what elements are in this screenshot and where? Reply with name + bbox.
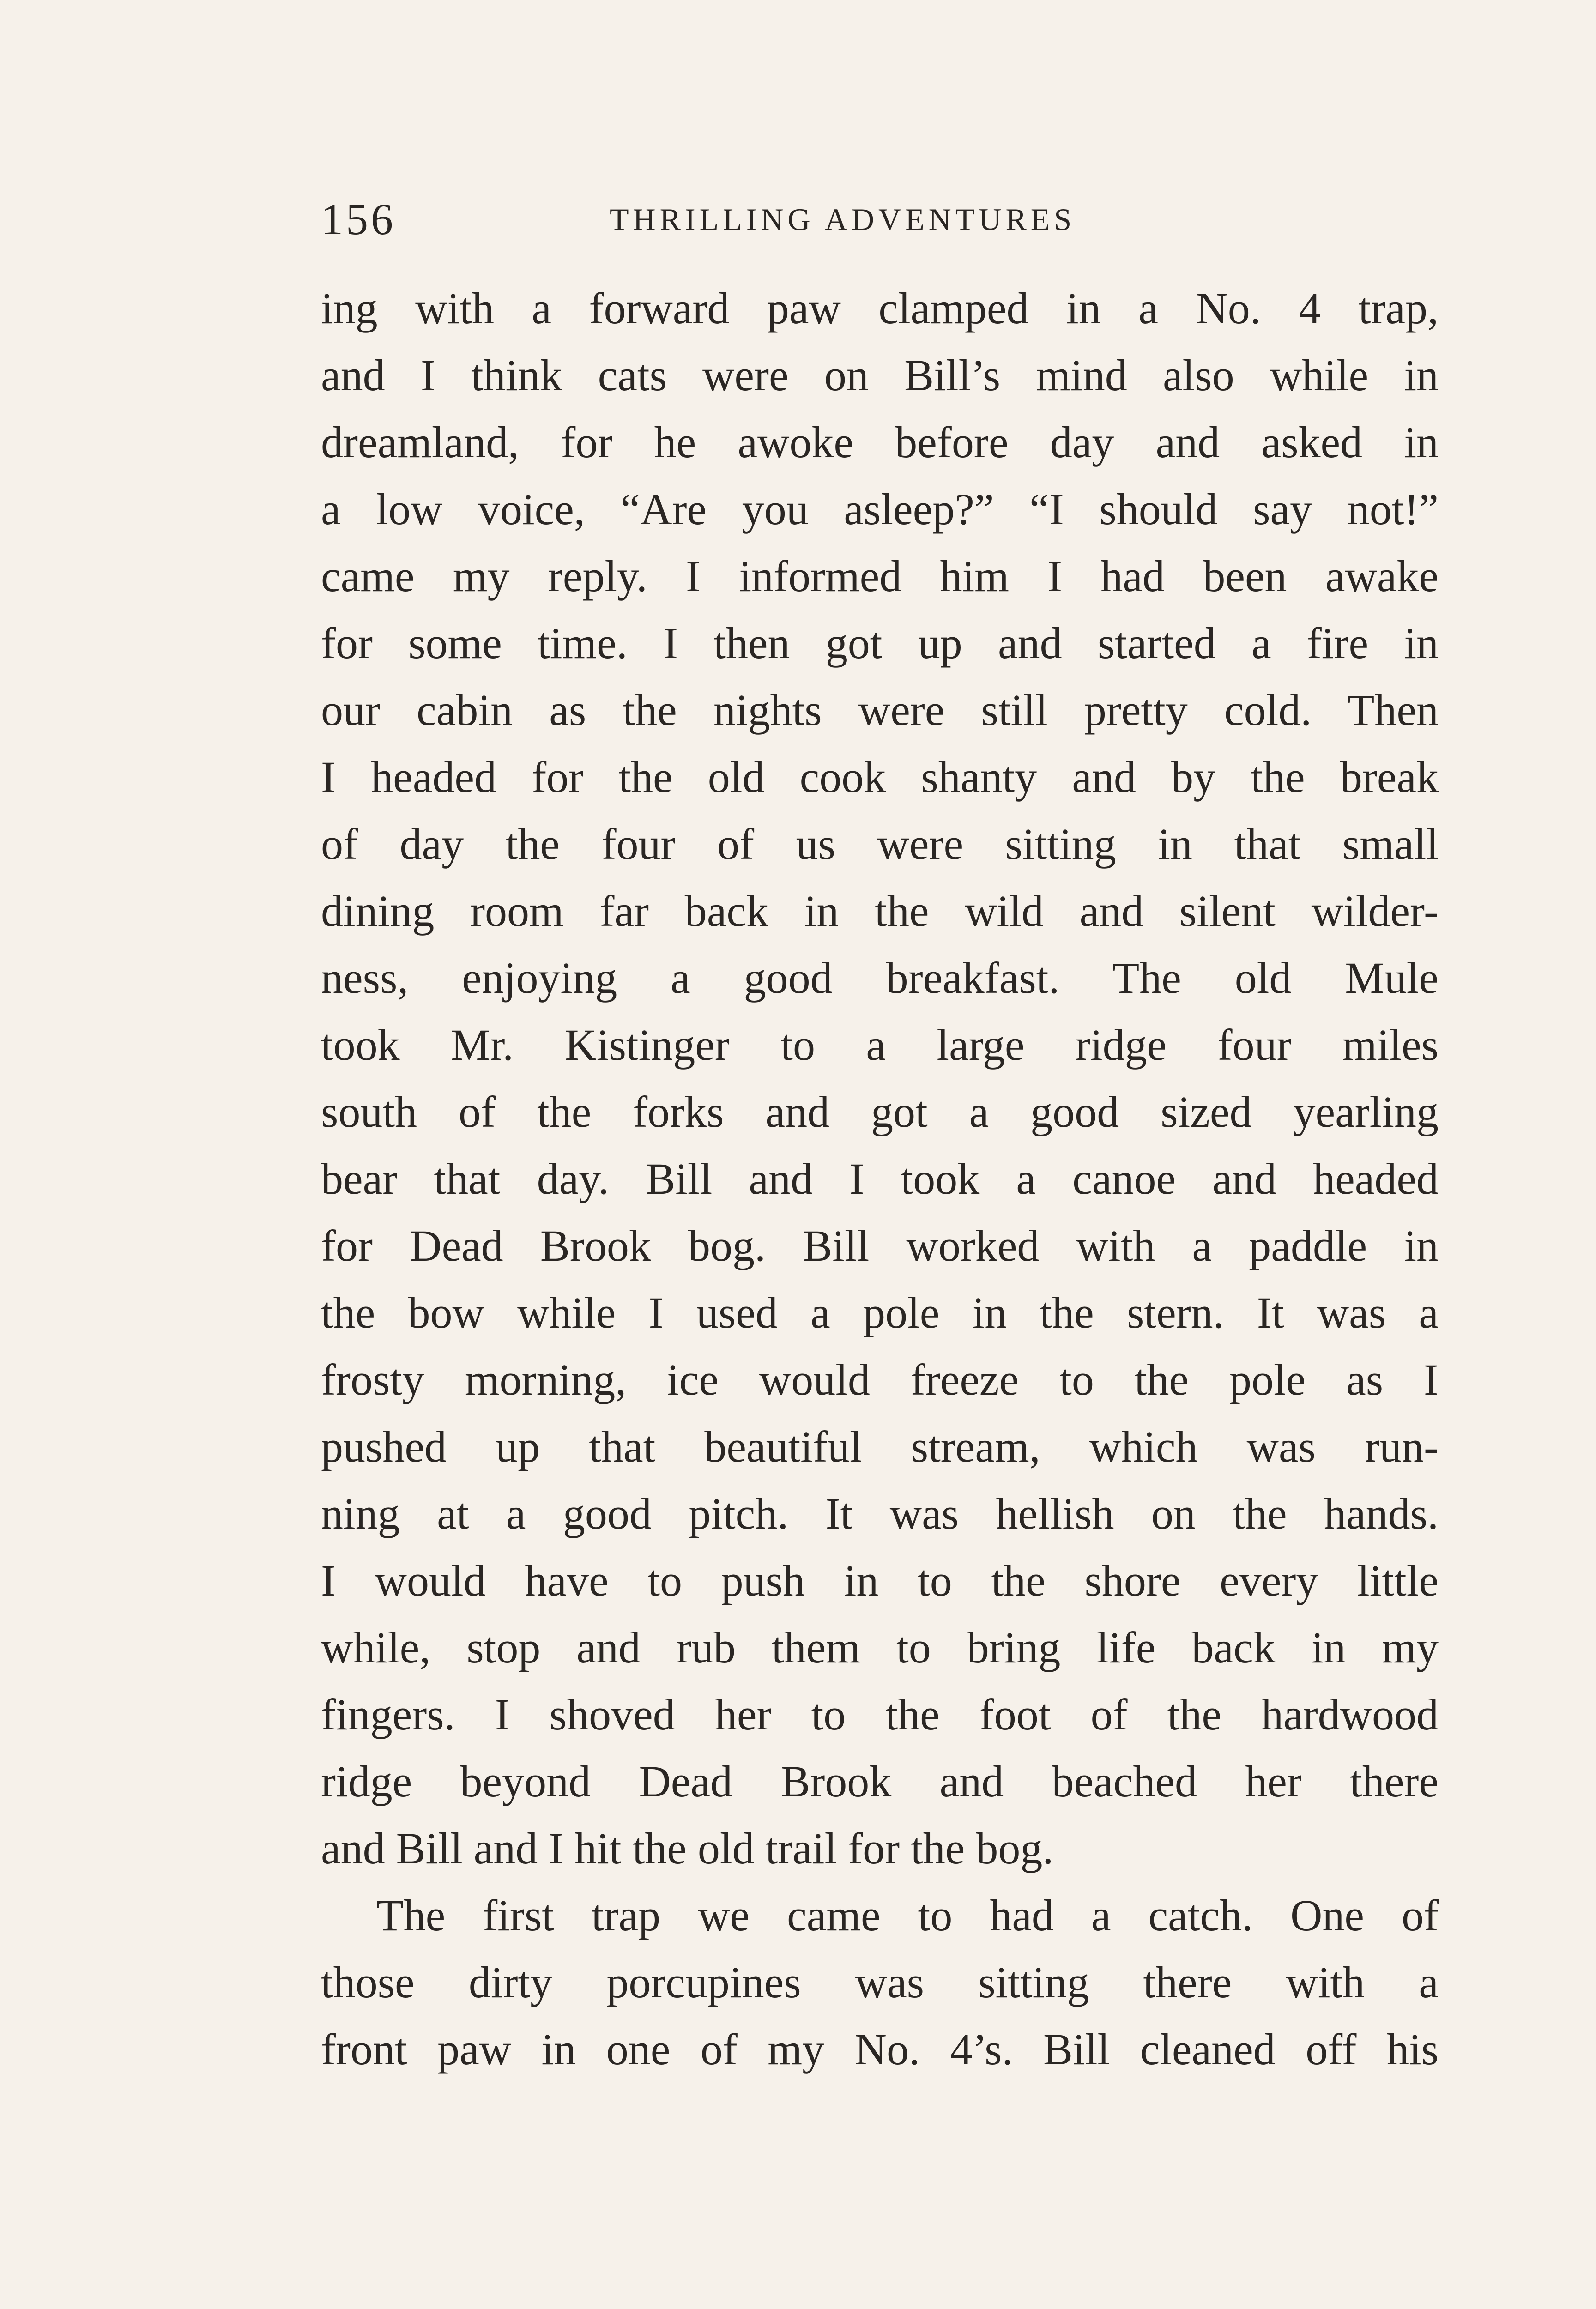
paragraph	[321, 275, 1439, 1882]
running-head: THRILLING ADVENTURES	[610, 202, 1076, 237]
text-line: I headed for the old cook shanty and by the break	[321, 752, 1439, 802]
text-line: of day the four of us were sitting in that small	[321, 819, 1439, 869]
text-line: I would have to push in to the shore every little	[321, 1556, 1439, 1605]
page-header	[321, 185, 1439, 254]
page-number: 156	[321, 194, 396, 244]
text-line: dining room far back in the wild and silent wilder-	[321, 886, 1439, 936]
text-line: the bow while I used a pole in the stern. It was a	[321, 1288, 1439, 1337]
text-line: south of the forks and got a good sized yearling	[321, 1087, 1439, 1136]
text-line: those dirty porcupines was sitting there with a	[321, 1958, 1439, 2007]
text-line: pushed up that beautiful stream, which was run-	[321, 1422, 1439, 1471]
text-line: ness, enjoying a good breakfast. The old Mule	[321, 953, 1439, 1003]
text-line: bear that day. Bill and I took a canoe and headed	[321, 1154, 1439, 1203]
text-line: front paw in one of my No. 4’s. Bill cleaned off his	[321, 2025, 1439, 2074]
text-line: The first trap we came to had a catch. One of	[376, 1891, 1439, 1940]
text-line: dreamland, for he awoke before day and asked in	[321, 417, 1439, 467]
text-line: came my reply. I informed him I had been awake	[321, 551, 1439, 601]
body-text	[321, 275, 1439, 2083]
text-line: our cabin as the nights were still pretty cold. Then	[321, 685, 1439, 735]
text-line: frosty morning, ice would freeze to the pole as I	[321, 1355, 1439, 1404]
text-line: ning at a good pitch. It was hellish on the hands.	[321, 1489, 1439, 1538]
text-line: for some time. I then got up and started a fire in	[321, 618, 1439, 668]
text-line: ing with a forward paw clamped in a No. 4 trap,	[321, 284, 1439, 333]
text-line: and Bill and I hit the old trail for the bog.	[321, 1824, 1054, 1873]
text-line: took Mr. Kistinger to a large ridge four miles	[321, 1020, 1439, 1070]
text-line: fingers. I shoved her to the foot of the hardwood	[321, 1690, 1439, 1739]
paragraph	[321, 1882, 1439, 2083]
text-line: a low voice, “Are you asleep?” “I should say not!”	[321, 484, 1439, 534]
text-line: while, stop and rub them to bring life back in my	[321, 1623, 1439, 1672]
text-line: for Dead Brook bog. Bill worked with a paddle in	[321, 1221, 1439, 1270]
text-line: ridge beyond Dead Brook and beached her there	[321, 1757, 1439, 1806]
text-line: and I think cats were on Bill’s mind also while in	[321, 351, 1439, 400]
